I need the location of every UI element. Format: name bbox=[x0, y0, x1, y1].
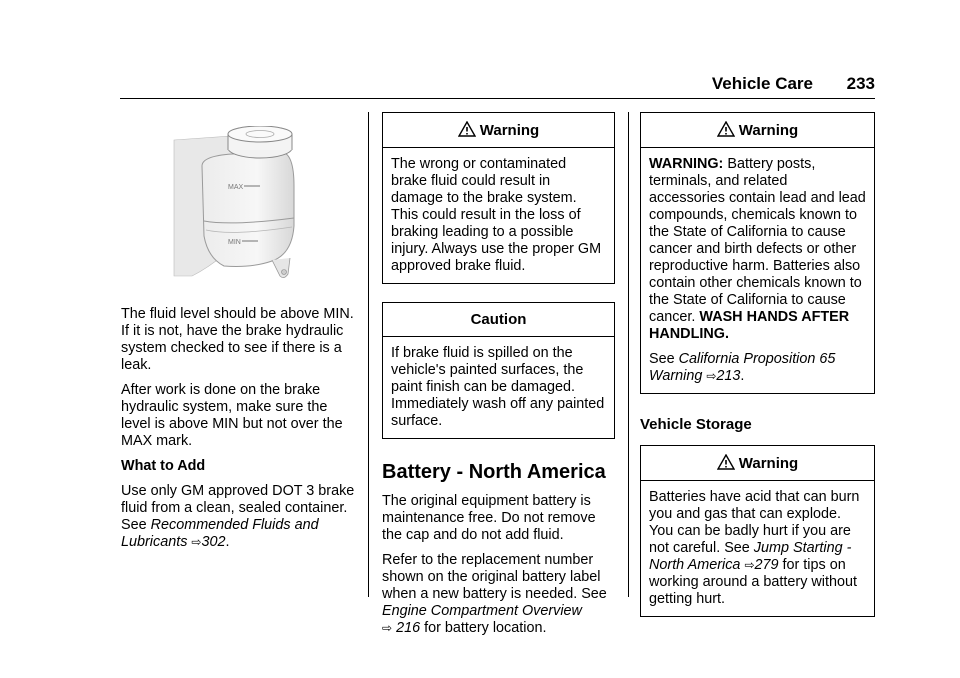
warning-title bbox=[383, 113, 614, 148]
body-text: Batteries have acid that can burn you and gas that can explode. You can be badly hurt if you are not careful. See bbox=[649, 489, 860, 556]
engine-compartment-link[interactable]: Engine Compartment Overview bbox=[382, 603, 582, 619]
prop65-see-reference bbox=[649, 351, 866, 385]
battery-heading: Battery - North America bbox=[382, 461, 606, 483]
california-prop65-link[interactable]: California Proposition 65 Warning bbox=[649, 351, 836, 384]
body-text: Battery posts, terminals, and related accessories contain lead and lead compounds, chemicals known to the State of California to cause cancer and birth defects or other reproductive harm. Batteries also contain other chemicals known to the State of California to cause cancer. bbox=[649, 156, 866, 325]
prop65-warning-text bbox=[649, 156, 866, 343]
column-divider bbox=[628, 112, 629, 597]
vehicle-storage-heading: Vehicle Storage bbox=[640, 416, 752, 433]
battery-paragraph-2 bbox=[382, 552, 615, 637]
what-to-add-paragraph bbox=[121, 483, 356, 551]
body-text: for battery location. bbox=[420, 620, 547, 636]
page-ref-arrow-icon: ⇨ bbox=[744, 558, 755, 572]
column-right bbox=[640, 112, 875, 635]
section-title: Vehicle Care bbox=[711, 74, 813, 93]
battery-acid-warning-text bbox=[649, 489, 866, 608]
caution-title: Caution bbox=[383, 303, 614, 337]
brake-fluid-reservoir-illustration bbox=[172, 126, 304, 286]
min-label: MIN bbox=[228, 239, 241, 246]
page-ref-arrow-icon: ⇨ bbox=[706, 369, 717, 383]
wash-hands-text: WASH HANDS AFTER HANDLING. bbox=[649, 309, 850, 342]
battery-acid-warning-box bbox=[640, 445, 875, 617]
warning-label: Warning bbox=[738, 455, 799, 472]
punctuation: . bbox=[740, 368, 745, 384]
page-number: 233 bbox=[846, 74, 875, 93]
fluid-level-paragraph: The fluid level should be above MIN. If it is not, have the brake hydraulic system checked to see if there is a leak. bbox=[121, 306, 354, 373]
warning-label: Warning bbox=[738, 122, 799, 139]
warning-title bbox=[641, 113, 874, 148]
max-label: MAX bbox=[228, 184, 244, 191]
warning-title bbox=[641, 446, 874, 481]
page-ref-216[interactable]: 216 bbox=[396, 620, 421, 636]
page-ref-213[interactable]: 213 bbox=[716, 368, 741, 384]
punctuation: . bbox=[225, 534, 230, 550]
battery-lead-warning-box bbox=[640, 112, 875, 394]
caution-box bbox=[382, 302, 615, 439]
fluids-lubricants-link[interactable]: Recommended Fluids and Lubricants bbox=[121, 517, 319, 550]
jump-starting-link[interactable]: Jump Starting - North America bbox=[649, 540, 852, 573]
warning-icon bbox=[717, 454, 735, 470]
battery-paragraph-1: The original equipment battery is maintenance free. Do not remove the cap and do not add fluid. bbox=[382, 493, 596, 543]
body-text: See bbox=[649, 351, 679, 367]
warning-label: Warning bbox=[479, 122, 540, 139]
column-middle bbox=[382, 112, 615, 645]
warning-icon bbox=[717, 121, 735, 137]
page-ref-279[interactable]: 279 bbox=[754, 557, 779, 573]
page-ref-arrow-icon: ⇨ bbox=[191, 535, 202, 549]
after-work-paragraph: After work is done on the brake hydraulic system, make sure the level is above MIN but not over the MAX mark. bbox=[121, 382, 343, 449]
body-text: Refer to the replacement number shown on the original battery label when a new battery is needed. See bbox=[382, 552, 607, 602]
warning-lead: WARNING: bbox=[649, 156, 724, 172]
page-ref-arrow-icon: ⇨ bbox=[382, 621, 393, 635]
brake-fluid-warning-box bbox=[382, 112, 615, 284]
caution-text: If brake fluid is spilled on the vehicle's painted surfaces, the paint finish can be damaged. Immediately wash off any painted surface. bbox=[391, 345, 605, 429]
warning-text: The wrong or contaminated brake fluid could result in damage to the brake system. This could result in the loss of braking leading to a possible injury. Always use the proper GM approved brake fluid. bbox=[391, 156, 602, 274]
column-divider bbox=[368, 112, 369, 597]
page-header bbox=[120, 70, 875, 99]
page-ref-302[interactable]: 302 bbox=[201, 534, 226, 550]
column-left bbox=[121, 306, 356, 559]
body-text: Use only GM approved DOT 3 brake fluid from a clean, sealed container. See bbox=[121, 483, 355, 533]
what-to-add-heading: What to Add bbox=[121, 458, 206, 474]
body-text: for tips on working around a battery without getting hurt. bbox=[649, 557, 857, 607]
warning-icon bbox=[458, 121, 476, 137]
